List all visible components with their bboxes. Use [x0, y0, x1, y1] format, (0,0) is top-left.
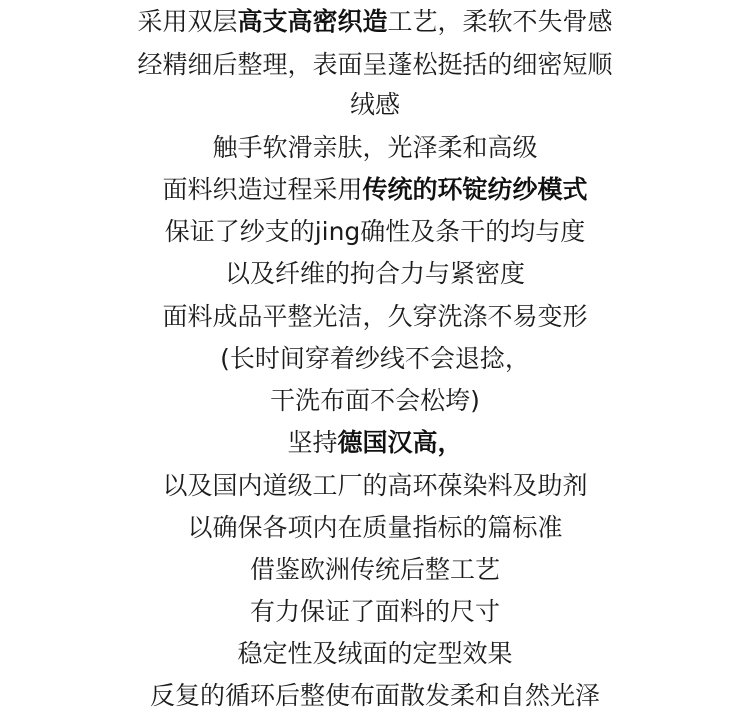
text-line: (长时间穿着纱线不会退捻，: [220, 344, 530, 373]
text-line: 触手软滑亲肤，光泽柔和高级: [212, 133, 538, 162]
text-line: 坚持德国汉高，: [287, 428, 463, 457]
text-line: 反复的循环后整使布面散发柔和自然光泽: [149, 681, 600, 710]
text-line: 稳定性及绒面的定型效果: [237, 639, 513, 668]
text-line: 以及国内道级工厂的高环葆染料及助剂: [162, 471, 588, 500]
text-line: 面料织造过程采用传统的环锭纺纱模式: [162, 175, 588, 204]
text-line: 绒感: [349, 90, 400, 119]
text-line: 干洗布面不会松垮): [270, 386, 480, 415]
text-line: 采用双层高支高密织造工艺，柔软不失骨感: [137, 7, 613, 36]
text-line: 面料成品平整光洁，久穿洗涤不易变形: [162, 302, 588, 331]
text-line: 经精细后整理，表面呈蓬松挺括的细密短顺: [137, 50, 613, 79]
text-line: 以确保各项内在质量指标的篇标准: [187, 513, 563, 542]
text-line: 借鉴欧洲传统后整工艺: [249, 555, 500, 584]
text-line: 保证了纱支的jing确性及条干的均与度: [164, 217, 586, 246]
text-line: 有力保证了面料的尺寸: [249, 597, 500, 626]
text-line: 以及纤维的拘合力与紧密度: [224, 259, 525, 288]
